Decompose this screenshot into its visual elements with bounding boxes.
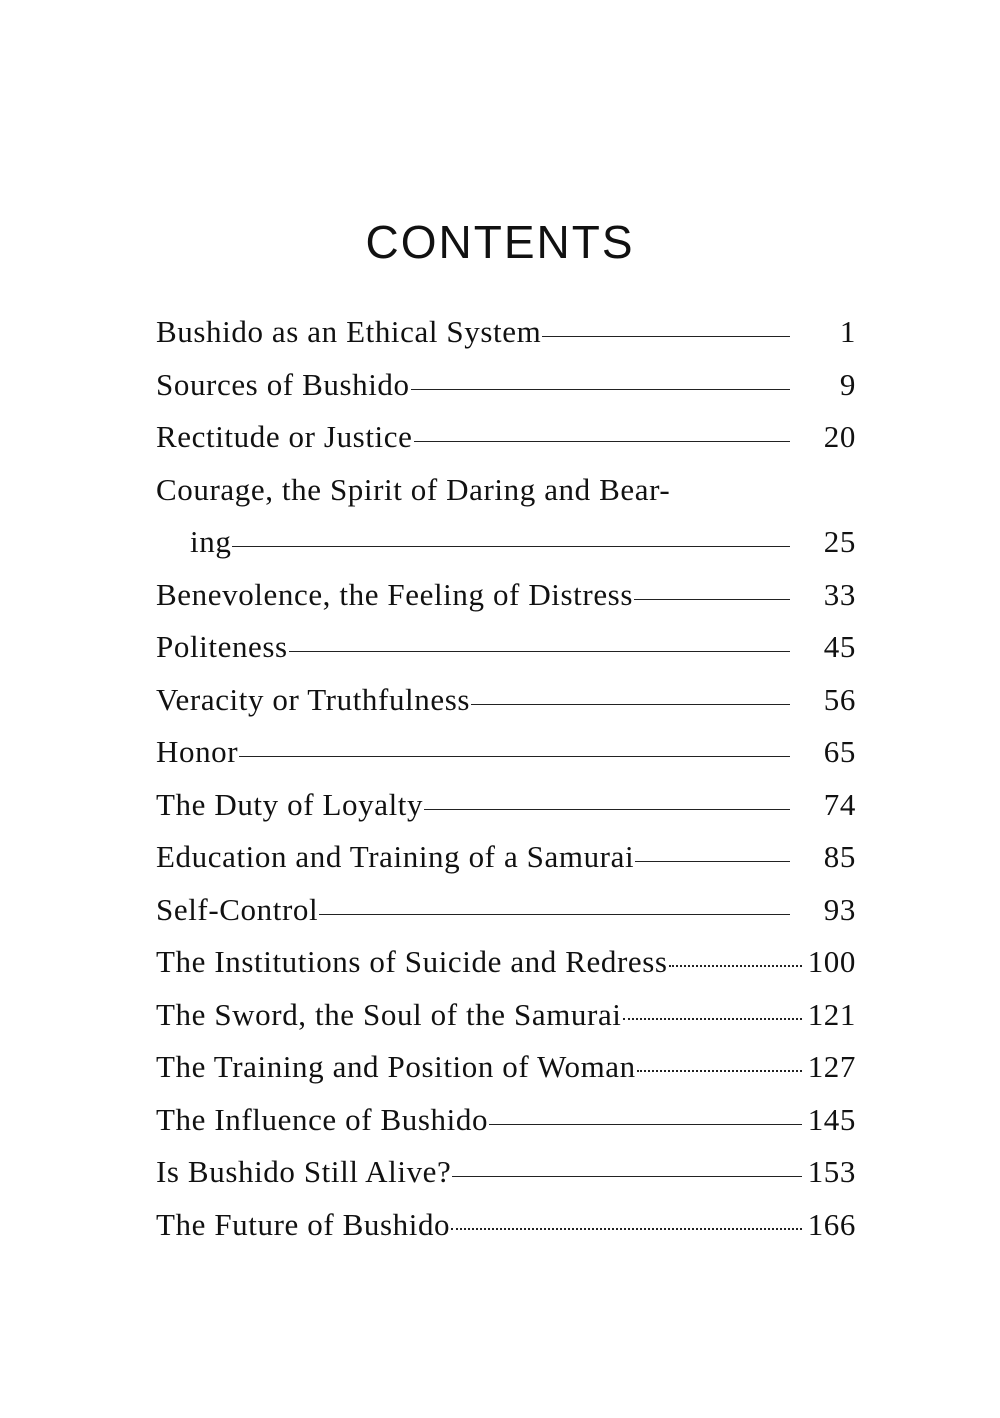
toc-entry-title-continued: ing: [190, 524, 232, 559]
toc-entry-title: Is Bushido Still Alive?: [156, 1154, 452, 1189]
toc-entry-title: The Institutions of Suicide and Redress: [156, 944, 668, 979]
toc-entry: [156, 464, 856, 517]
toc-leader-line: [411, 389, 790, 390]
toc-leader-line: [232, 546, 790, 547]
toc-leader-line: [634, 599, 790, 600]
toc-entry: [156, 621, 856, 674]
toc-entry-title: Rectitude or Justice: [156, 419, 413, 454]
toc-entry-title: Courage, the Spirit of Daring and Bear-: [156, 471, 671, 507]
toc-entry: [156, 306, 856, 359]
toc-entry-title: Honor: [156, 734, 239, 769]
toc-entry: [156, 569, 856, 622]
toc-entry-title: Bushido as an Ethical System: [156, 314, 542, 349]
toc-leader-line: [669, 965, 802, 967]
toc-entry: [156, 674, 856, 727]
page-title: CONTENTS: [365, 216, 635, 268]
toc-entry-title: The Sword, the Soul of the Samurai: [156, 996, 622, 1032]
toc-leader-line: [239, 756, 790, 757]
toc-entry-continuation: [156, 516, 856, 569]
toc-entry-title: Veracity or Truthfulness: [156, 681, 471, 717]
toc-entry-page: 100: [807, 944, 856, 979]
toc-entry-page: 33: [823, 576, 856, 612]
toc-leader-line: [289, 651, 790, 652]
toc-entry-title: The Duty of Loyalty: [156, 786, 424, 822]
toc-entry-title: Education and Training of a Samurai: [156, 839, 635, 874]
toc-entry-page: 65: [823, 734, 856, 769]
toc-leader-line: [424, 809, 790, 810]
toc-entry-page: 74: [823, 786, 856, 822]
toc-entry-page: 127: [807, 1049, 856, 1084]
toc-entry-page: 85: [823, 839, 856, 874]
toc-entry: [156, 1041, 856, 1094]
toc-entry: [156, 1146, 856, 1199]
toc-entry-title: The Future of Bushido: [156, 1206, 451, 1242]
toc-entry-title: Politeness: [156, 629, 288, 664]
toc-leader-line: [623, 1018, 802, 1020]
toc-entry-page: 45: [823, 629, 856, 664]
toc-leader-line: [489, 1124, 802, 1125]
toc-entry-page: 1: [839, 314, 856, 349]
toc-entry-page: 166: [807, 1206, 856, 1242]
toc-entry: [156, 831, 856, 884]
toc-entry: [156, 989, 856, 1042]
toc-leader-line: [637, 1070, 802, 1072]
toc-entry-page: 56: [823, 681, 856, 717]
table-of-contents: [156, 306, 856, 1251]
toc-leader-line: [542, 336, 790, 337]
toc-entry-title: Self-Control: [156, 891, 319, 927]
toc-entry-page: 121: [807, 996, 856, 1032]
toc-leader-line: [451, 1228, 802, 1230]
toc-entry: [156, 359, 856, 412]
toc-leader-line: [319, 914, 790, 915]
toc-leader-line: [452, 1176, 802, 1177]
toc-leader-line: [414, 441, 791, 442]
toc-entry: [156, 1199, 856, 1252]
toc-entry-title: Benevolence, the Feeling of Distress: [156, 576, 634, 612]
toc-entry: [156, 1094, 856, 1147]
toc-entry-page: 25: [823, 524, 856, 559]
toc-leader-line: [635, 861, 790, 862]
toc-leader-line: [471, 704, 790, 705]
toc-entry: [156, 411, 856, 464]
toc-entry-title: The Influence of Bushido: [156, 1101, 489, 1137]
toc-entry: [156, 884, 856, 937]
toc-entry-page: 9: [839, 366, 856, 402]
toc-entry-title: Sources of Bushido: [156, 366, 410, 402]
toc-entry-page: 20: [823, 419, 856, 454]
toc-entry-page: 153: [807, 1154, 856, 1189]
toc-entry-page: 93: [823, 891, 856, 927]
toc-entry-title: The Training and Position of Woman: [156, 1049, 636, 1084]
toc-entry: [156, 779, 856, 832]
toc-entry: [156, 726, 856, 779]
toc-entry: [156, 936, 856, 989]
toc-entry-page: 145: [807, 1101, 856, 1137]
